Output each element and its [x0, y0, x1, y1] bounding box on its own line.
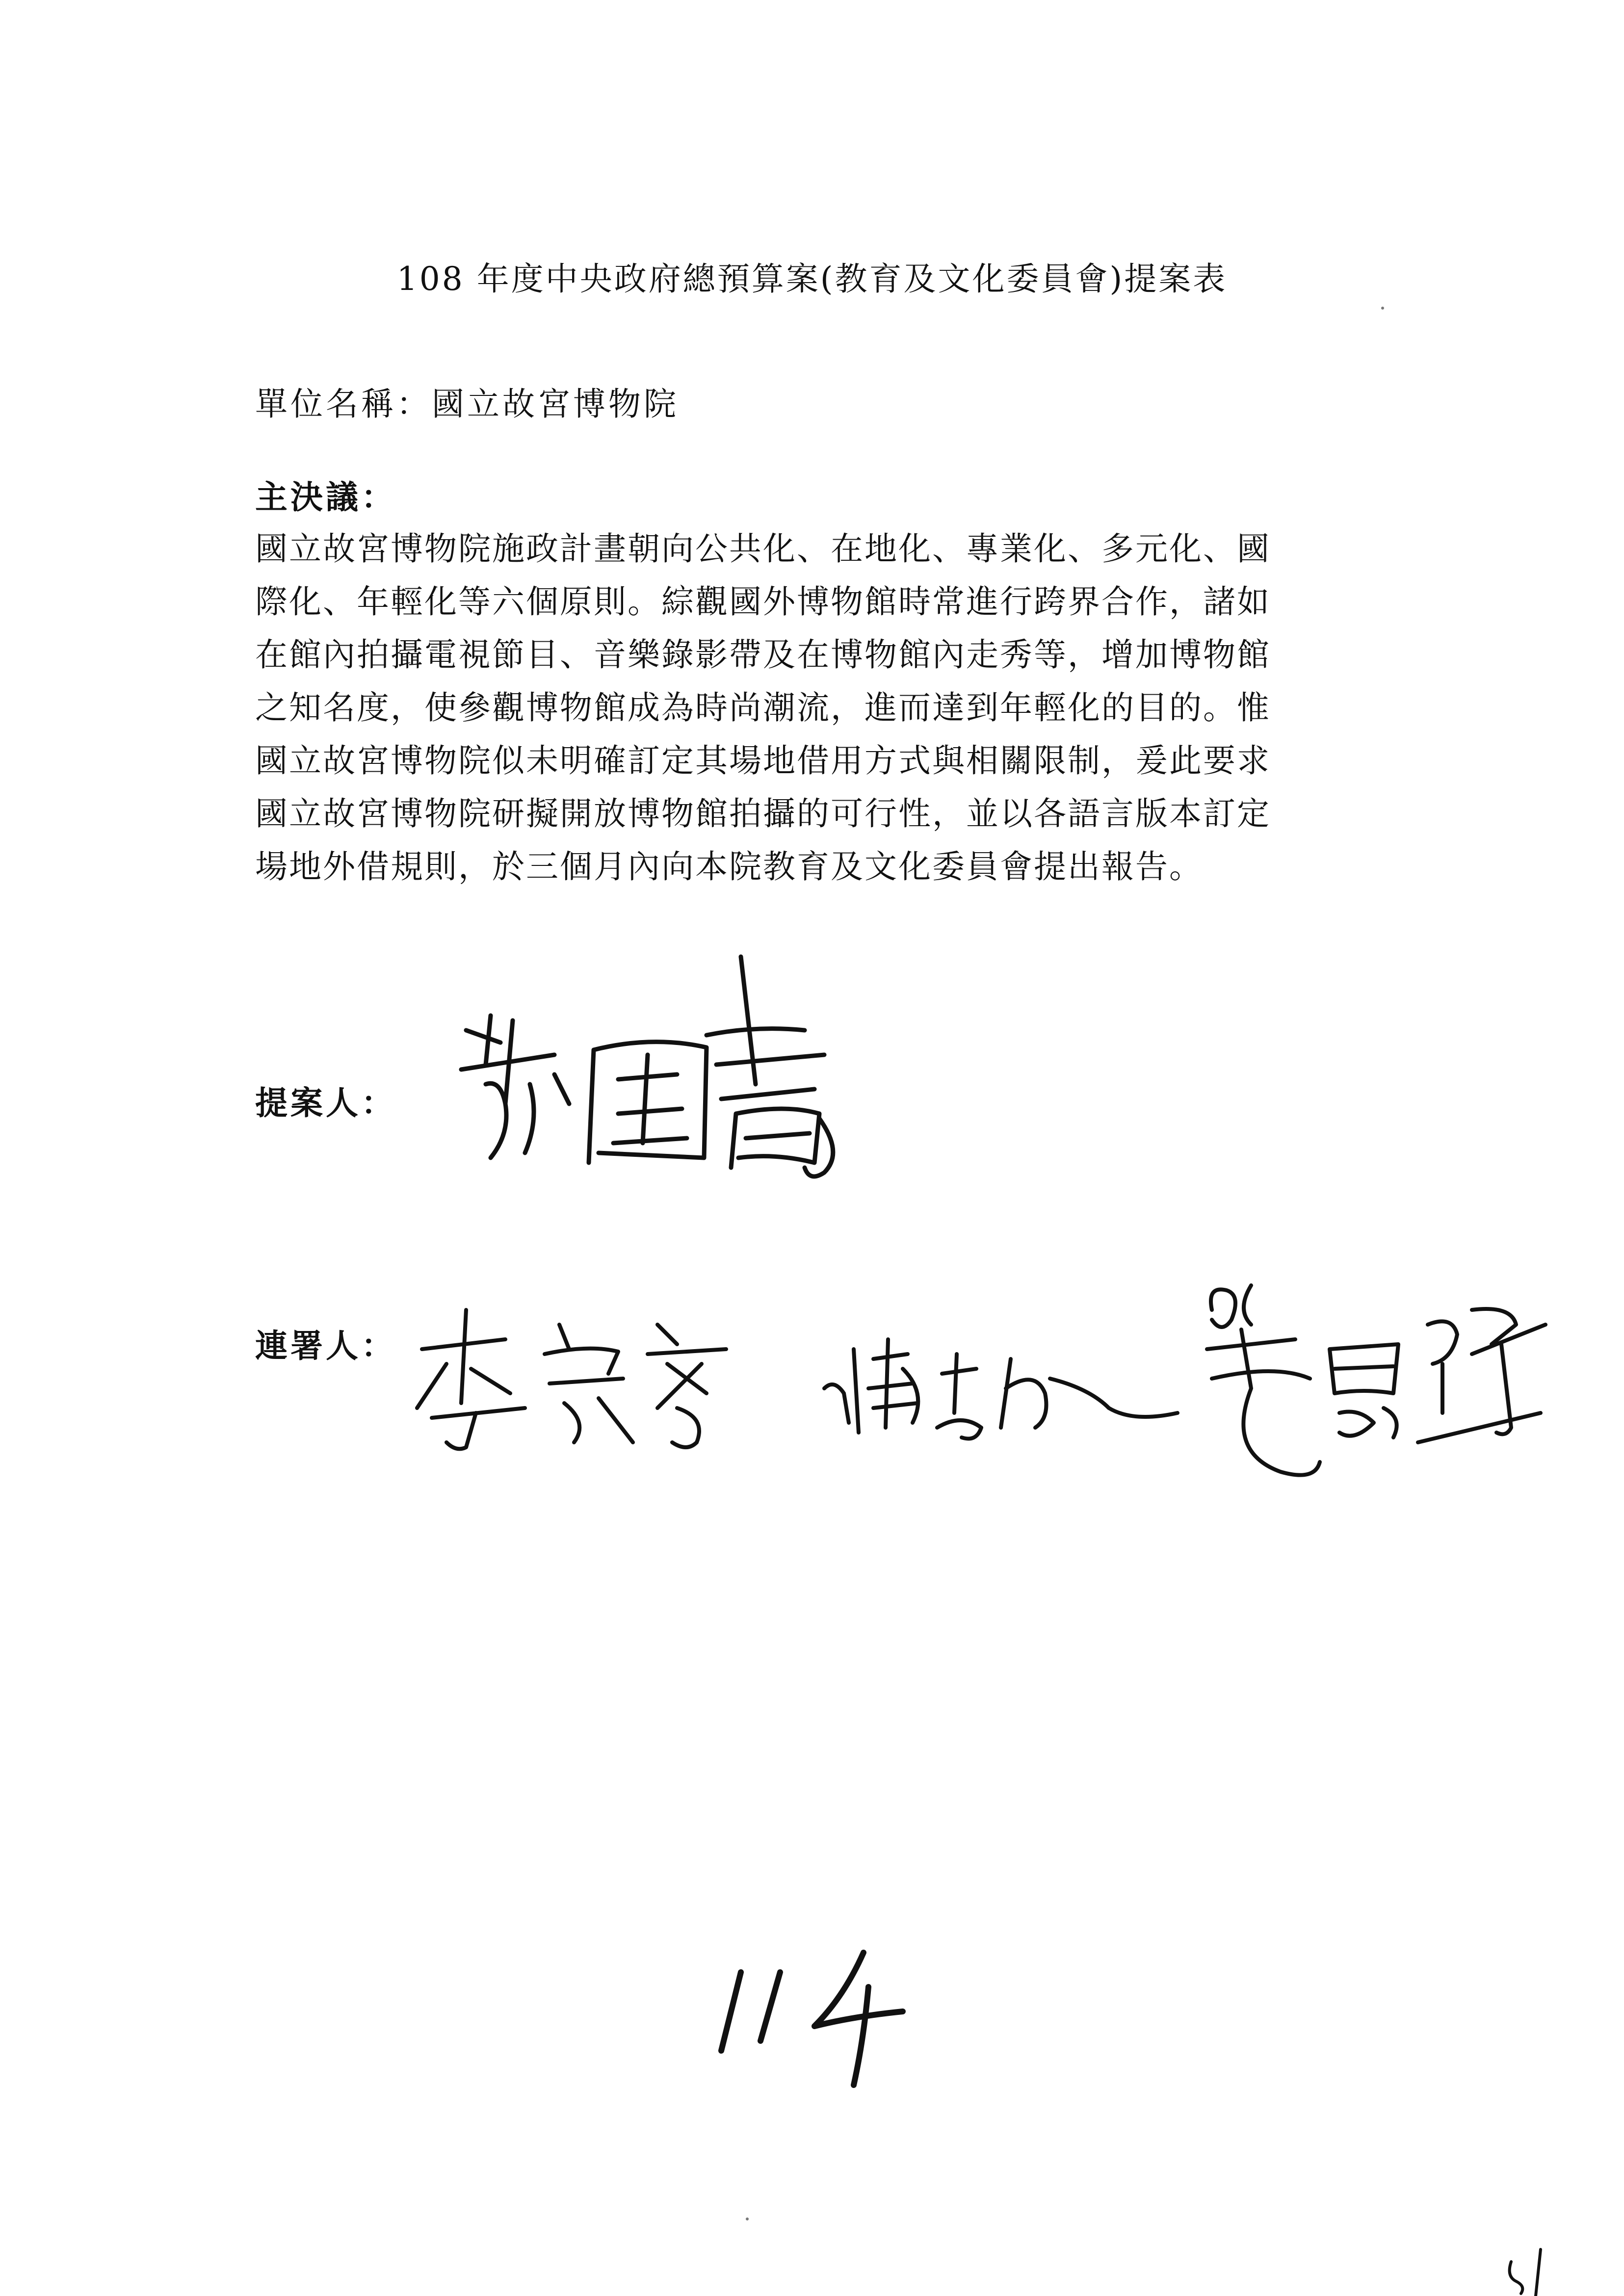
corner-mark [1501, 2247, 1570, 2296]
proposer-signature [432, 957, 873, 1182]
cosigner-signature-2 [814, 1305, 1187, 1452]
unit-name-line: 單位名稱：國立故宮博物院 [255, 385, 679, 423]
handwritten-page-number [707, 1943, 942, 2090]
resolution-line: 在館內拍攝電視節目、音樂錄影帶及在博物館內走秀等，增加博物館 [255, 636, 1271, 674]
resolution-line: 國立故宮博物院似未明確訂定其場地借用方式與相關限制，爰此要求 [255, 742, 1271, 780]
document-title: 108 年度中央政府總預算案(教育及文化委員會)提案表 [396, 260, 1228, 298]
resolution-line: 場地外借規則，於三個月內向本院教育及文化委員會提出報告。 [255, 848, 1203, 886]
resolution-heading: 主決議： [255, 478, 396, 516]
resolution-line: 國立故宮博物院施政計畫朝向公共化、在地化、專業化、多元化、國 [255, 530, 1271, 568]
resolution-line: 國立故宮博物院研擬開放博物館拍攝的可行性，並以各語言版本訂定 [255, 795, 1271, 833]
resolution-line: 際化、年輕化等六個原則。綜觀國外博物館時常進行跨界合作，諸如 [255, 583, 1271, 621]
cosigner-signature-3 [1197, 1266, 1550, 1540]
resolution-line: 之知名度，使參觀博物館成為時尚潮流，進而達到年輕化的目的。惟 [255, 689, 1271, 727]
resolution-body [255, 522, 1403, 893]
cosigner-label: 連署人： [255, 1327, 396, 1365]
scan-speck [746, 2218, 749, 2220]
cosigner-signature-1 [402, 1295, 746, 1457]
proposer-label: 提案人： [255, 1084, 396, 1122]
scan-speck [1381, 307, 1384, 310]
